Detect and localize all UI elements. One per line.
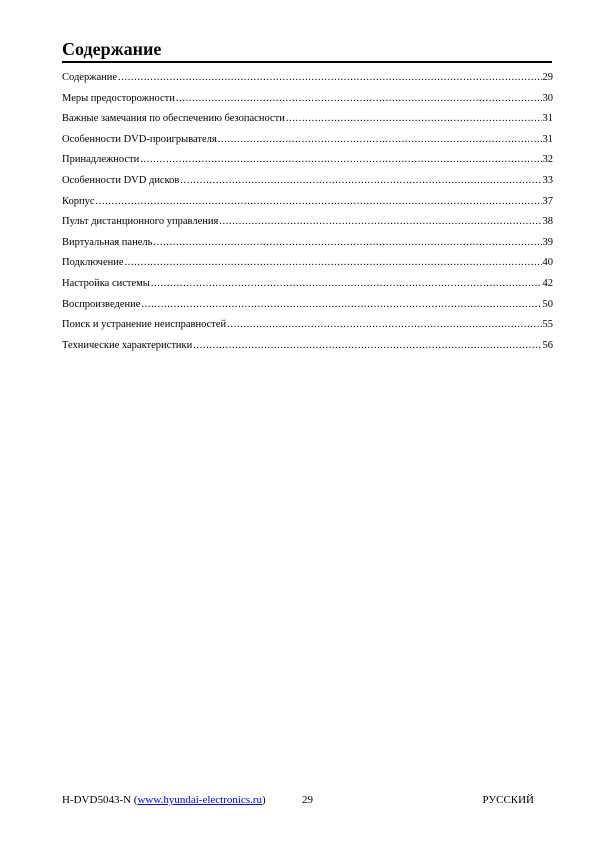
title-divider <box>62 61 552 63</box>
toc-entry-page: 31 <box>542 133 553 145</box>
footer-page-number: 29 <box>302 794 313 806</box>
toc-entry-connection[interactable] <box>62 253 553 274</box>
toc-entry-label: Воспроизведение <box>62 298 141 310</box>
toc-leader-dots <box>151 274 542 295</box>
toc-entry-player-features[interactable] <box>62 130 553 151</box>
toc-leader-dots <box>125 253 542 274</box>
toc-entry-label: Особенности DVD-проигрывателя <box>62 133 217 145</box>
toc-entry-label: Содержание <box>62 72 118 83</box>
footer-model: H-DVD5043-N ( <box>62 794 138 806</box>
toc-leader-dots <box>118 68 541 89</box>
toc-entry-label: Настройка системы <box>62 277 150 289</box>
toc-entry-contents[interactable] <box>62 68 553 89</box>
page-title: Содержание <box>62 39 162 59</box>
toc-entry-label: Технические характеристики <box>62 339 193 351</box>
toc-entry-page: 56 <box>542 339 553 351</box>
toc-entry-accessories[interactable] <box>62 150 553 171</box>
toc-entry-label: Подключение <box>62 257 124 269</box>
toc-entry-playback[interactable] <box>62 295 553 316</box>
toc-leader-dots <box>96 192 542 213</box>
toc-entry-page: 37 <box>542 195 553 207</box>
toc-entry-page: 33 <box>542 174 553 186</box>
toc-leader-dots <box>180 171 541 192</box>
toc-entry-label: Принадлежности <box>62 154 140 166</box>
toc-entry-label: Корпус <box>62 195 95 207</box>
toc-leader-dots <box>153 233 541 254</box>
toc-entry-remote-control[interactable] <box>62 212 553 233</box>
footer-model-close: ) <box>262 794 266 806</box>
footer-language: РУССКИЙ <box>482 794 534 806</box>
toc-entry-body[interactable] <box>62 192 553 213</box>
toc-entry-page: 50 <box>542 298 553 310</box>
toc-leader-dots <box>140 150 541 171</box>
toc-leader-dots <box>218 130 542 151</box>
toc-entry-label: Пульт дистанционного управления <box>62 216 219 228</box>
toc-entry-page: 32 <box>542 154 553 166</box>
footer-website-link[interactable]: www.hyundai-electronics.ru <box>137 794 262 806</box>
toc-entry-page: 31 <box>542 113 553 125</box>
toc-entry-page: 29 <box>542 72 553 83</box>
toc-entry-page: 42 <box>542 277 553 289</box>
toc-entry-virtual-panel[interactable] <box>62 233 553 254</box>
toc-entry-label: Виртуальная панель <box>62 236 153 248</box>
toc-entry-label: Особенности DVD дисков <box>62 174 180 186</box>
toc-entry-troubleshooting[interactable] <box>62 315 553 336</box>
toc-leader-dots <box>176 89 542 110</box>
toc-entry-label: Важные замечания по обеспечению безопасности <box>62 113 285 125</box>
toc-entry-label: Поиск и устранение неисправностей <box>62 319 227 331</box>
toc-entry-page: 30 <box>542 92 553 104</box>
toc-entry-disc-features[interactable] <box>62 171 553 192</box>
toc-entry-precautions[interactable] <box>62 89 553 110</box>
toc-leader-dots <box>193 336 541 357</box>
toc-entry-page: 38 <box>542 216 553 228</box>
toc-entry-label: Меры предосторожности <box>62 92 175 104</box>
page-footer <box>62 793 534 807</box>
toc-entry-page: 39 <box>542 236 553 248</box>
toc-entry-system-setup[interactable] <box>62 274 553 295</box>
toc-entry-page: 55 <box>542 319 553 331</box>
toc-leader-dots <box>141 295 541 316</box>
toc-leader-dots <box>227 315 541 336</box>
toc-leader-dots <box>286 109 542 130</box>
toc-entry-safety-notes[interactable] <box>62 109 553 130</box>
toc-entry-page: 40 <box>542 257 553 269</box>
toc-leader-dots <box>219 212 541 233</box>
table-of-contents <box>62 68 553 356</box>
toc-entry-specifications[interactable] <box>62 336 553 357</box>
